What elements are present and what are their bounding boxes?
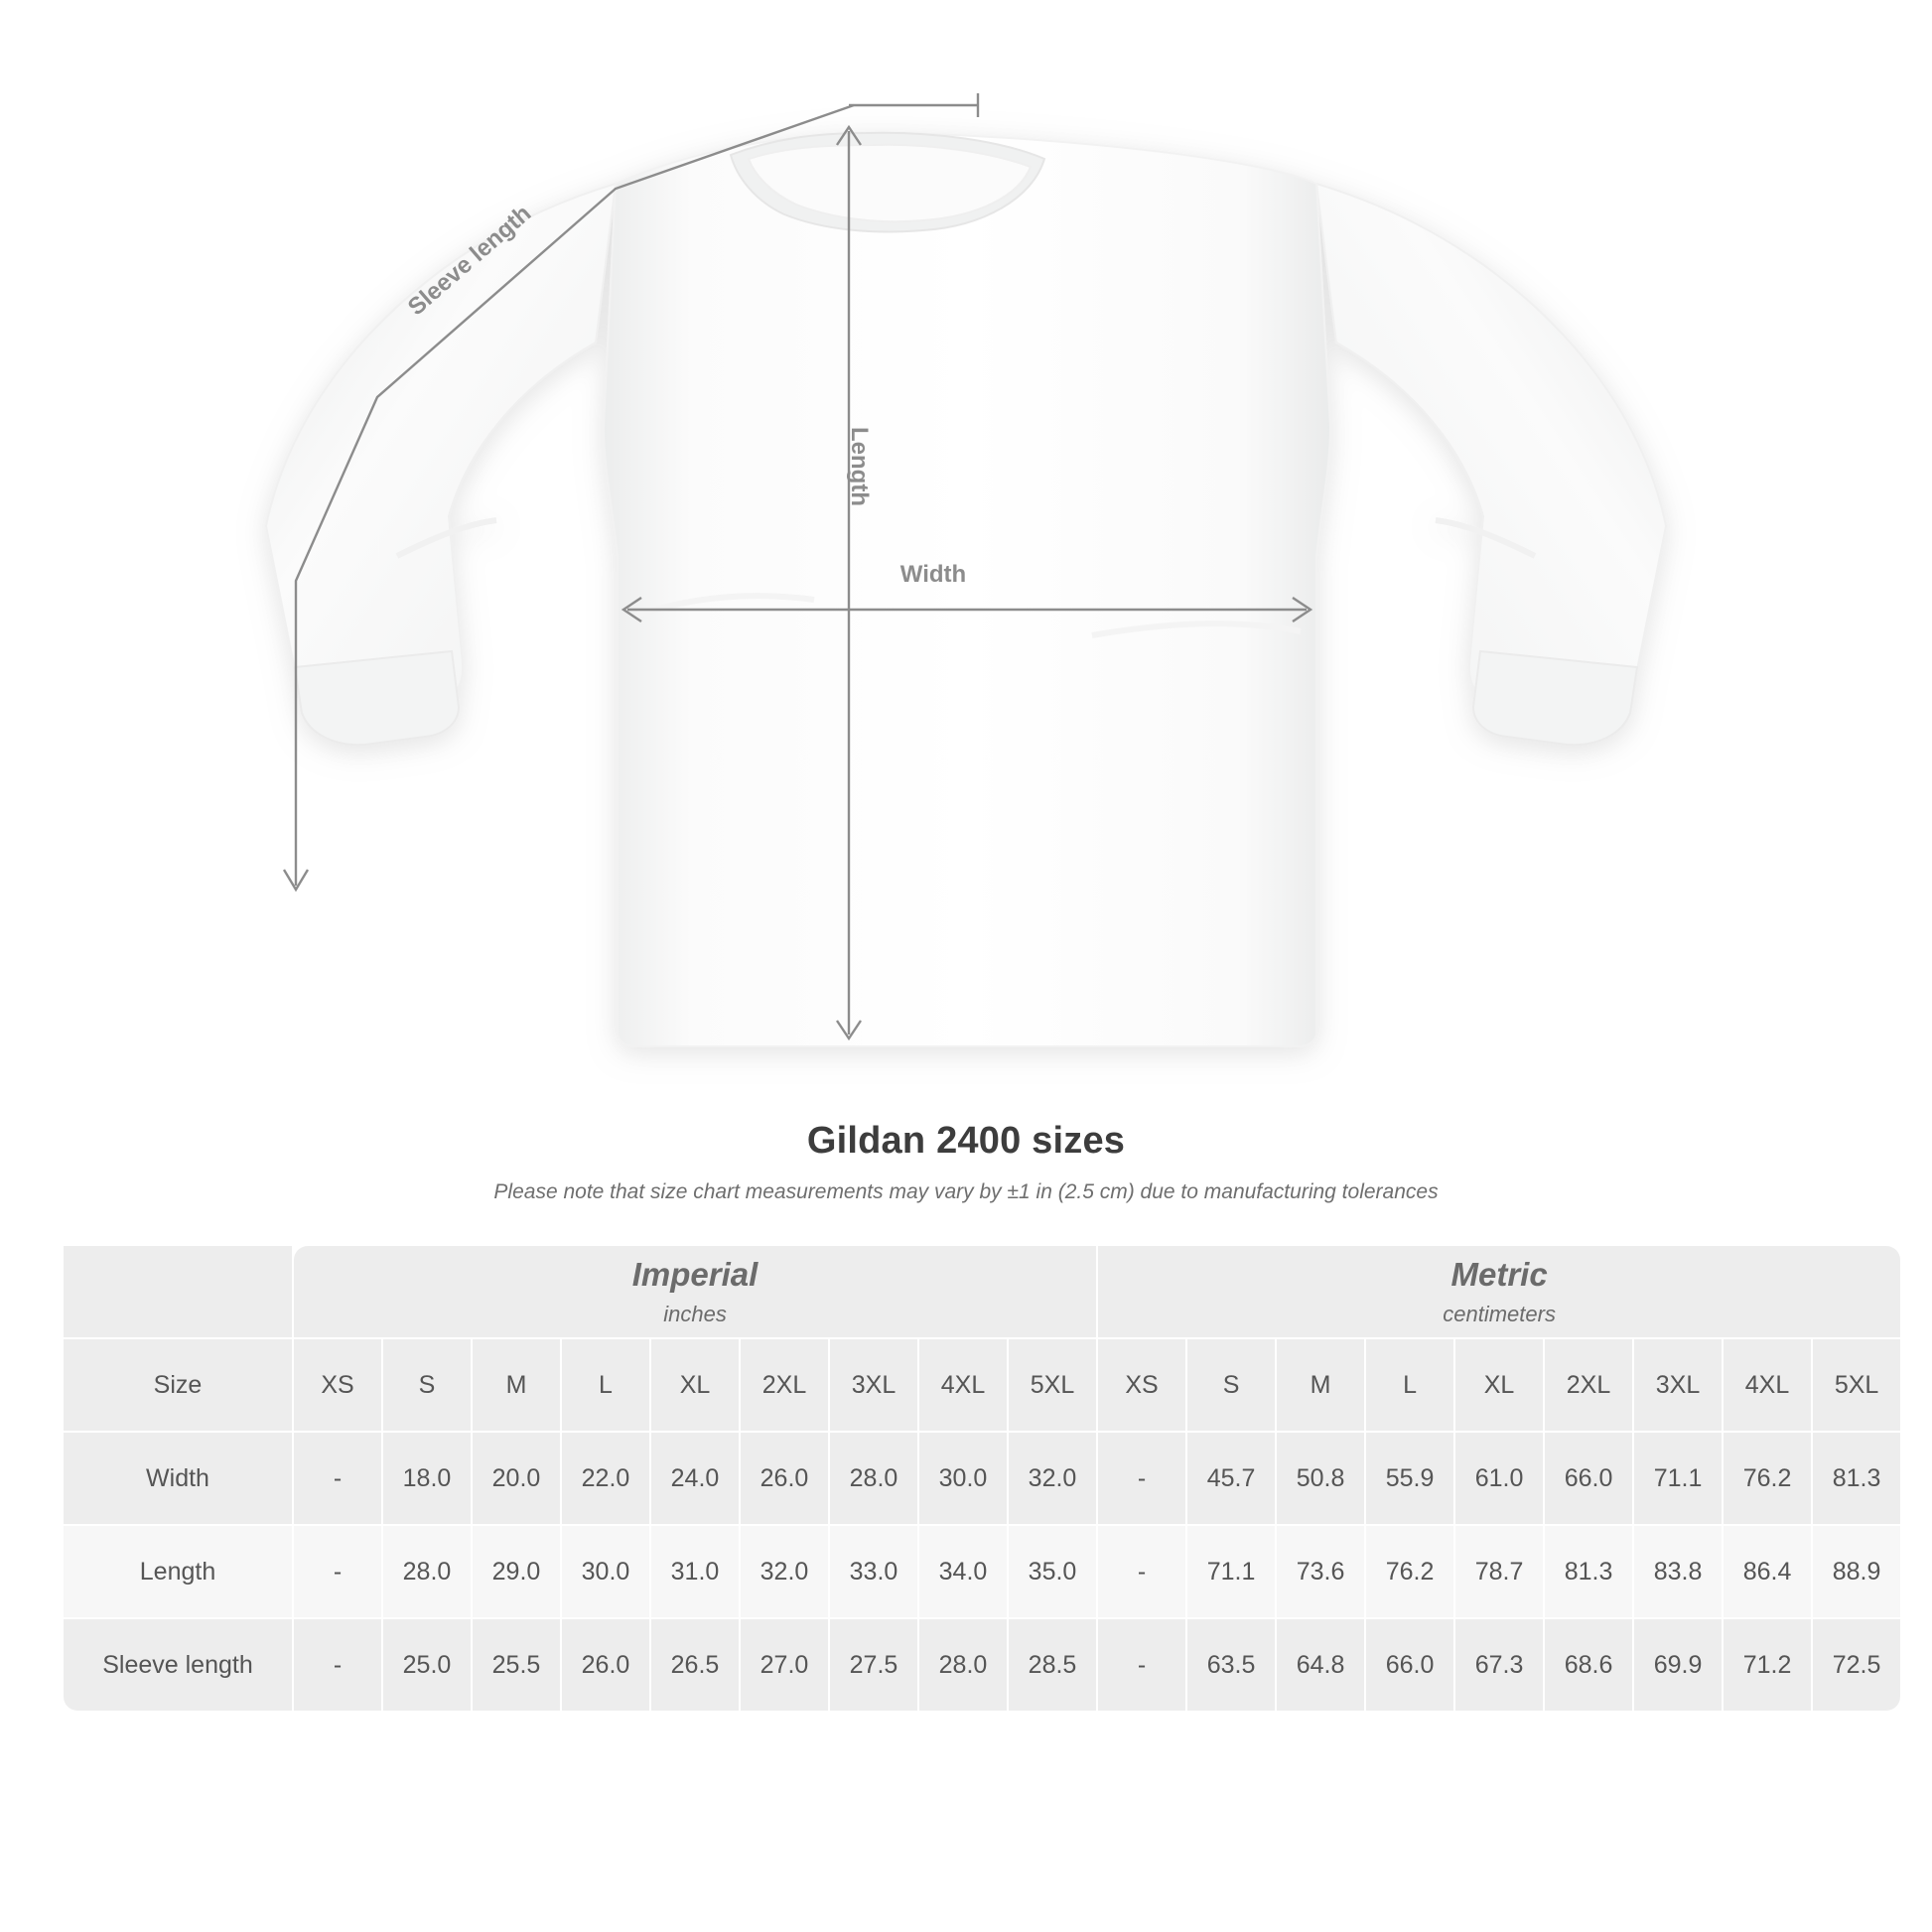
- size-header-row: [64, 1339, 1900, 1431]
- unit-subtitle: centimeters: [1443, 1302, 1556, 1326]
- cell-length-metric-m: 73.6: [1277, 1526, 1364, 1617]
- unit-name: Imperial: [631, 1256, 759, 1293]
- row-label-length: Length: [64, 1526, 292, 1617]
- unit-header-metric: [1098, 1246, 1900, 1337]
- cell-sleeve-length-metric-xl: 67.3: [1455, 1619, 1543, 1711]
- header-size-3xl-imperial: 3XL: [830, 1339, 917, 1431]
- cell-width-imperial-s: 18.0: [383, 1433, 471, 1524]
- header-size-m-metric: M: [1277, 1339, 1364, 1431]
- cell-length-metric-4xl: 86.4: [1724, 1526, 1811, 1617]
- header-size-xl-metric: XL: [1455, 1339, 1543, 1431]
- cell-width-metric-2xl: 66.0: [1545, 1433, 1632, 1524]
- header-size-5xl-metric: 5XL: [1813, 1339, 1900, 1431]
- cell-width-metric-m: 50.8: [1277, 1433, 1364, 1524]
- cell-width-metric-xs: -: [1098, 1433, 1185, 1524]
- header-size-label: Size: [64, 1339, 292, 1431]
- header-size-s-metric: S: [1187, 1339, 1275, 1431]
- cell-sleeve-length-metric-xs: -: [1098, 1619, 1185, 1711]
- header-size-l-metric: L: [1366, 1339, 1453, 1431]
- cell-sleeve-length-metric-5xl: 72.5: [1813, 1619, 1900, 1711]
- cell-length-imperial-xl: 31.0: [651, 1526, 739, 1617]
- cell-width-metric-4xl: 76.2: [1724, 1433, 1811, 1524]
- cell-width-imperial-3xl: 28.0: [830, 1433, 917, 1524]
- cell-sleeve-length-metric-4xl: 71.2: [1724, 1619, 1811, 1711]
- tolerance-note: Please note that size chart measurements may vary by ±1 in (2.5 cm) due to manufacturing tolerances: [493, 1180, 1439, 1203]
- cell-width-imperial-xl: 24.0: [651, 1433, 739, 1524]
- table-row: [64, 1619, 1900, 1711]
- unit-name: Metric: [1450, 1256, 1548, 1293]
- header-size-4xl-metric: 4XL: [1724, 1339, 1811, 1431]
- cell-sleeve-length-imperial-2xl: 27.0: [741, 1619, 828, 1711]
- cell-length-metric-s: 71.1: [1187, 1526, 1275, 1617]
- cell-sleeve-length-imperial-xl: 26.5: [651, 1619, 739, 1711]
- cell-width-metric-3xl: 71.1: [1634, 1433, 1722, 1524]
- chart-title-block: [0, 1120, 1932, 1204]
- cell-length-imperial-xs: -: [294, 1526, 381, 1617]
- table-row: [64, 1526, 1900, 1617]
- unit-header-imperial: [294, 1246, 1096, 1337]
- cell-width-metric-l: 55.9: [1366, 1433, 1453, 1524]
- header-size-3xl-metric: 3XL: [1634, 1339, 1722, 1431]
- cell-width-imperial-l: 22.0: [562, 1433, 649, 1524]
- label-sleeve-length: Sleeve length: [402, 200, 537, 322]
- header-size-5xl-imperial: 5XL: [1009, 1339, 1096, 1431]
- cell-sleeve-length-metric-m: 64.8: [1277, 1619, 1364, 1711]
- cell-width-imperial-4xl: 30.0: [919, 1433, 1007, 1524]
- unit-subtitle: inches: [663, 1302, 727, 1326]
- cell-length-imperial-4xl: 34.0: [919, 1526, 1007, 1617]
- header-size-m-imperial: M: [473, 1339, 560, 1431]
- table-corner-blank: [64, 1246, 292, 1337]
- cell-width-metric-5xl: 81.3: [1813, 1433, 1900, 1524]
- cell-sleeve-length-metric-l: 66.0: [1366, 1619, 1453, 1711]
- cell-sleeve-length-metric-3xl: 69.9: [1634, 1619, 1722, 1711]
- cell-length-metric-3xl: 83.8: [1634, 1526, 1722, 1617]
- cell-width-imperial-2xl: 26.0: [741, 1433, 828, 1524]
- header-size-l-imperial: L: [562, 1339, 649, 1431]
- header-size-2xl-imperial: 2XL: [741, 1339, 828, 1431]
- cell-length-imperial-3xl: 33.0: [830, 1526, 917, 1617]
- cell-sleeve-length-imperial-l: 26.0: [562, 1619, 649, 1711]
- header-size-xs-imperial: XS: [294, 1339, 381, 1431]
- unit-header-row: [64, 1246, 1900, 1337]
- cell-sleeve-length-metric-s: 63.5: [1187, 1619, 1275, 1711]
- label-width: Width: [899, 561, 967, 588]
- label-length: Length: [846, 427, 873, 506]
- cell-width-imperial-5xl: 32.0: [1009, 1433, 1096, 1524]
- cell-sleeve-length-imperial-5xl: 28.5: [1009, 1619, 1096, 1711]
- cell-width-metric-xl: 61.0: [1455, 1433, 1543, 1524]
- page-title: Gildan 2400 sizes: [806, 1120, 1126, 1162]
- cell-length-imperial-s: 28.0: [383, 1526, 471, 1617]
- header-size-2xl-metric: 2XL: [1545, 1339, 1632, 1431]
- cell-width-imperial-m: 20.0: [473, 1433, 560, 1524]
- cell-length-imperial-5xl: 35.0: [1009, 1526, 1096, 1617]
- cell-length-metric-xl: 78.7: [1455, 1526, 1543, 1617]
- cell-sleeve-length-imperial-m: 25.5: [473, 1619, 560, 1711]
- cell-width-metric-s: 45.7: [1187, 1433, 1275, 1524]
- header-size-4xl-imperial: 4XL: [919, 1339, 1007, 1431]
- size-chart-table: [62, 1244, 1902, 1713]
- table-row: [64, 1433, 1900, 1524]
- header-size-xl-imperial: XL: [651, 1339, 739, 1431]
- cell-length-imperial-2xl: 32.0: [741, 1526, 828, 1617]
- cell-sleeve-length-imperial-s: 25.0: [383, 1619, 471, 1711]
- row-label-width: Width: [64, 1433, 292, 1524]
- cell-sleeve-length-imperial-3xl: 27.5: [830, 1619, 917, 1711]
- cell-length-imperial-m: 29.0: [473, 1526, 560, 1617]
- cell-length-metric-5xl: 88.9: [1813, 1526, 1900, 1617]
- header-size-xs-metric: XS: [1098, 1339, 1185, 1431]
- cell-length-metric-2xl: 81.3: [1545, 1526, 1632, 1617]
- cell-length-metric-xs: -: [1098, 1526, 1185, 1617]
- cell-sleeve-length-imperial-4xl: 28.0: [919, 1619, 1007, 1711]
- cell-width-imperial-xs: -: [294, 1433, 381, 1524]
- cell-length-imperial-l: 30.0: [562, 1526, 649, 1617]
- cell-sleeve-length-imperial-xs: -: [294, 1619, 381, 1711]
- size-table-wrap: [62, 1244, 1881, 1713]
- row-label-sleeve-length: Sleeve length: [64, 1619, 292, 1711]
- cell-length-metric-l: 76.2: [1366, 1526, 1453, 1617]
- header-size-s-imperial: S: [383, 1339, 471, 1431]
- cell-sleeve-length-metric-2xl: 68.6: [1545, 1619, 1632, 1711]
